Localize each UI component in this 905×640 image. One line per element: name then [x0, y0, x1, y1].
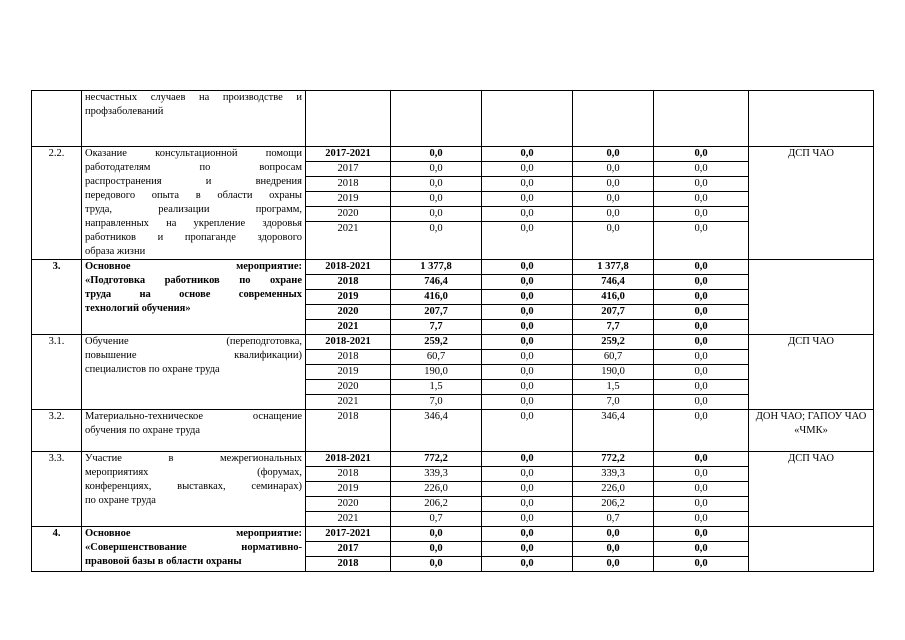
other-value: 0,0	[694, 396, 708, 407]
other-value: 0,0	[654, 527, 748, 542]
total-value: 1 377,8	[391, 260, 481, 275]
okrug-value: 207,7	[573, 305, 653, 320]
federal-value: 0,0	[520, 396, 534, 407]
okrug-value: 416,0	[573, 290, 653, 305]
year-cell-column	[306, 335, 391, 410]
other-value: 0,0	[654, 365, 748, 380]
federal-value: 0,0	[520, 513, 534, 524]
year-cell: 2020	[306, 380, 390, 395]
row-number: 3.3.	[32, 452, 82, 527]
other-value: 0,0	[654, 452, 748, 467]
executor	[749, 260, 874, 335]
other-value: 0,0	[654, 290, 748, 305]
federal-value: 0,0	[482, 365, 572, 380]
description-line: несчастных случаев на производстве и	[85, 92, 302, 103]
executor: ДСП ЧАО	[749, 335, 874, 410]
year-cell-column	[306, 260, 391, 335]
measure-description	[82, 452, 306, 527]
description-line: образа жизни	[85, 246, 146, 257]
okrug-value: 206,2	[573, 497, 653, 512]
other-value: 0,0	[654, 335, 748, 350]
okrug-value: 0,7	[606, 513, 620, 524]
other-value-column	[654, 91, 749, 147]
total-value: 0,0	[391, 527, 481, 542]
year-cell: 2018	[337, 558, 359, 569]
table-row	[32, 335, 874, 410]
description-line: труда на основе современных	[85, 289, 302, 300]
year-cell: 2021	[337, 513, 359, 524]
description-line: специалистов по охране труда	[85, 364, 220, 375]
federal-value-column	[482, 335, 573, 410]
federal-value-column	[482, 147, 573, 260]
executor	[749, 527, 874, 572]
total-value: 416,0	[391, 290, 481, 305]
other-value: 0,0	[654, 177, 748, 192]
table-row	[32, 147, 874, 260]
year-cell: 2019	[306, 192, 390, 207]
year-cell: 2018	[306, 177, 390, 192]
other-value-column	[654, 147, 749, 260]
description-line: «Подготовка работников по охране	[85, 275, 302, 286]
okrug-value: 0,0	[573, 147, 653, 162]
okrug-value: 0,0	[573, 207, 653, 222]
okrug-value: 0,0	[573, 192, 653, 207]
measure-description	[82, 260, 306, 335]
executor: ДОН ЧАО; ГАПОУ ЧАО «ЧМК»	[749, 410, 874, 452]
description-line: труда, реализации программ,	[85, 204, 302, 215]
row-number: 2.2.	[32, 147, 82, 260]
executor	[749, 91, 874, 147]
year-cell: 2021	[337, 321, 359, 332]
total-value: 0,0	[429, 558, 443, 569]
total-value: 207,7	[391, 305, 481, 320]
description-line: повышение квалификации)	[85, 350, 302, 361]
okrug-value: 0,0	[573, 162, 653, 177]
other-value-column	[654, 410, 749, 452]
okrug-value-column	[573, 527, 654, 572]
federal-value: 0,0	[482, 350, 572, 365]
federal-value: 0,0	[482, 207, 572, 222]
other-value: 0,0	[654, 275, 748, 290]
description-line: Основное мероприятие:	[85, 528, 302, 539]
federal-value: 0,0	[482, 335, 572, 350]
total-value: 60,7	[391, 350, 481, 365]
table-row	[32, 260, 874, 335]
year-cell: 2018	[306, 350, 390, 365]
okrug-value: 0,0	[573, 542, 653, 557]
federal-value: 0,0	[520, 223, 534, 234]
year-cell: 2018-2021	[306, 335, 390, 350]
other-value: 0,0	[694, 411, 708, 422]
year-cell-column	[306, 527, 391, 572]
federal-value: 0,0	[482, 162, 572, 177]
measure-description	[82, 410, 306, 452]
executor: ДСП ЧАО	[749, 452, 874, 527]
description-line: передового опыта в области охраны	[85, 190, 302, 201]
other-value: 0,0	[654, 192, 748, 207]
okrug-value: 60,7	[573, 350, 653, 365]
year-cell: 2017-2021	[306, 147, 390, 162]
description-line: Оказание консультационной помощи	[85, 148, 302, 159]
year-cell-column	[306, 452, 391, 527]
table-row	[32, 527, 874, 572]
description-line: распространения и внедрения	[85, 176, 302, 187]
description-line: профзаболеваний	[85, 106, 164, 117]
description-line: работодателям по вопросам	[85, 162, 302, 173]
year-cell: 2019	[306, 482, 390, 497]
description-line: Участие в межрегиональных	[85, 453, 302, 464]
total-value: 7,0	[429, 396, 443, 407]
row-number: 3.1.	[32, 335, 82, 410]
total-value: 0,0	[391, 147, 481, 162]
federal-value: 0,0	[482, 542, 572, 557]
other-value: 0,0	[654, 380, 748, 395]
year-cell: 2018	[306, 275, 390, 290]
okrug-value: 7,0	[606, 396, 620, 407]
year-cell: 2020	[306, 497, 390, 512]
year-cell: 2020	[306, 305, 390, 320]
other-value: 0,0	[654, 305, 748, 320]
year-cell: 2020	[306, 207, 390, 222]
program-measures-table	[31, 90, 874, 572]
other-value-column	[654, 260, 749, 335]
total-value: 0,0	[391, 542, 481, 557]
federal-value: 0,0	[482, 452, 572, 467]
year-cell: 2018	[337, 411, 359, 422]
other-value-column	[654, 527, 749, 572]
measure-description	[82, 335, 306, 410]
federal-value: 0,0	[482, 192, 572, 207]
total-value-column	[391, 335, 482, 410]
okrug-value: 772,2	[573, 452, 653, 467]
total-value: 226,0	[391, 482, 481, 497]
federal-value: 0,0	[520, 321, 534, 332]
year-cell: 2019	[306, 365, 390, 380]
year-cell: 2018-2021	[306, 260, 390, 275]
okrug-value: 7,7	[606, 321, 620, 332]
other-value: 0,0	[654, 350, 748, 365]
total-value: 339,3	[391, 467, 481, 482]
okrug-value: 226,0	[573, 482, 653, 497]
other-value: 0,0	[654, 207, 748, 222]
total-value: 746,4	[391, 275, 481, 290]
okrug-value-column	[573, 260, 654, 335]
federal-value: 0,0	[482, 177, 572, 192]
year-cell-column	[306, 91, 391, 147]
okrug-value: 259,2	[573, 335, 653, 350]
federal-value: 0,0	[482, 482, 572, 497]
federal-value-column	[482, 527, 573, 572]
year-cell-column	[306, 410, 391, 452]
total-value: 190,0	[391, 365, 481, 380]
total-value: 1,5	[391, 380, 481, 395]
okrug-value-column	[573, 91, 654, 147]
description-line: обучения по охране труда	[85, 425, 201, 436]
description-line: мероприятиях (форумах,	[85, 467, 302, 478]
measure-description	[82, 91, 306, 147]
table-row	[32, 410, 874, 452]
total-value-column	[391, 452, 482, 527]
total-value: 7,7	[429, 321, 443, 332]
okrug-value: 746,4	[573, 275, 653, 290]
federal-value: 0,0	[520, 558, 534, 569]
other-value-column	[654, 452, 749, 527]
other-value: 0,0	[694, 223, 708, 234]
federal-value-column	[482, 91, 573, 147]
total-value: 0,0	[391, 177, 481, 192]
federal-value: 0,0	[482, 275, 572, 290]
okrug-value: 1,5	[573, 380, 653, 395]
year-cell: 2017	[306, 162, 390, 177]
description-line: работников и пропаганде здорового	[85, 232, 302, 243]
total-value: 0,0	[391, 207, 481, 222]
federal-value-column	[482, 452, 573, 527]
row-number: 3.	[32, 260, 82, 335]
description-line: по охране труда	[85, 495, 156, 506]
description-line: технологий обучения»	[85, 303, 191, 314]
year-cell: 2021	[337, 396, 359, 407]
okrug-value-column	[573, 335, 654, 410]
year-cell: 2017-2021	[306, 527, 390, 542]
description-line: Обучение (переподготовка,	[85, 336, 302, 347]
federal-value: 0,0	[482, 260, 572, 275]
year-cell: 2018	[306, 467, 390, 482]
year-cell-column	[306, 147, 391, 260]
year-cell: 2018-2021	[306, 452, 390, 467]
table-row	[32, 91, 874, 147]
other-value: 0,0	[654, 467, 748, 482]
total-value: 346,4	[424, 411, 448, 422]
federal-value-column	[482, 410, 573, 452]
federal-value: 0,0	[482, 467, 572, 482]
row-number: 4.	[32, 527, 82, 572]
table-row	[32, 452, 874, 527]
okrug-value: 0,0	[606, 223, 620, 234]
other-value: 0,0	[654, 162, 748, 177]
okrug-value: 339,3	[573, 467, 653, 482]
federal-value: 0,0	[520, 411, 534, 422]
program-table-page	[31, 90, 873, 572]
federal-value: 0,0	[482, 380, 572, 395]
total-value: 0,0	[391, 162, 481, 177]
description-line: «Совершенствование нормативно-	[85, 542, 302, 553]
total-value-column	[391, 410, 482, 452]
description-line: правовой базы в области охраны	[85, 556, 242, 567]
total-value: 0,7	[429, 513, 443, 524]
okrug-value: 0,0	[606, 558, 620, 569]
other-value: 0,0	[694, 513, 708, 524]
year-cell: 2021	[337, 223, 359, 234]
year-cell: 2019	[306, 290, 390, 305]
total-value-column	[391, 147, 482, 260]
total-value: 0,0	[391, 192, 481, 207]
other-value: 0,0	[654, 542, 748, 557]
total-value-column	[391, 260, 482, 335]
okrug-value-column	[573, 452, 654, 527]
total-value-column	[391, 91, 482, 147]
federal-value: 0,0	[482, 497, 572, 512]
okrug-value: 0,0	[573, 177, 653, 192]
measure-description	[82, 527, 306, 572]
executor: ДСП ЧАО	[749, 147, 874, 260]
total-value: 0,0	[429, 223, 443, 234]
year-cell: 2017	[306, 542, 390, 557]
other-value: 0,0	[654, 482, 748, 497]
okrug-value: 346,4	[601, 411, 625, 422]
federal-value: 0,0	[482, 527, 572, 542]
okrug-value: 190,0	[573, 365, 653, 380]
description-line: конференциях, выставках, семинарах)	[85, 481, 302, 492]
row-number	[32, 91, 82, 147]
okrug-value-column	[573, 147, 654, 260]
row-number: 3.2.	[32, 410, 82, 452]
description-line: направленных на укрепление здоровья	[85, 218, 302, 229]
okrug-value: 0,0	[573, 527, 653, 542]
okrug-value-column	[573, 410, 654, 452]
description-line: Основное мероприятие:	[85, 261, 302, 272]
total-value: 259,2	[391, 335, 481, 350]
total-value-column	[391, 527, 482, 572]
okrug-value: 1 377,8	[573, 260, 653, 275]
other-value: 0,0	[694, 558, 708, 569]
other-value-column	[654, 335, 749, 410]
description-line: Материально-техническое оснащение	[85, 411, 302, 422]
total-value: 206,2	[391, 497, 481, 512]
other-value: 0,0	[654, 147, 748, 162]
other-value: 0,0	[654, 260, 748, 275]
total-value: 772,2	[391, 452, 481, 467]
other-value: 0,0	[654, 497, 748, 512]
federal-value-column	[482, 260, 573, 335]
measure-description	[82, 147, 306, 260]
federal-value: 0,0	[482, 147, 572, 162]
other-value: 0,0	[694, 321, 708, 332]
federal-value: 0,0	[482, 305, 572, 320]
federal-value: 0,0	[482, 290, 572, 305]
